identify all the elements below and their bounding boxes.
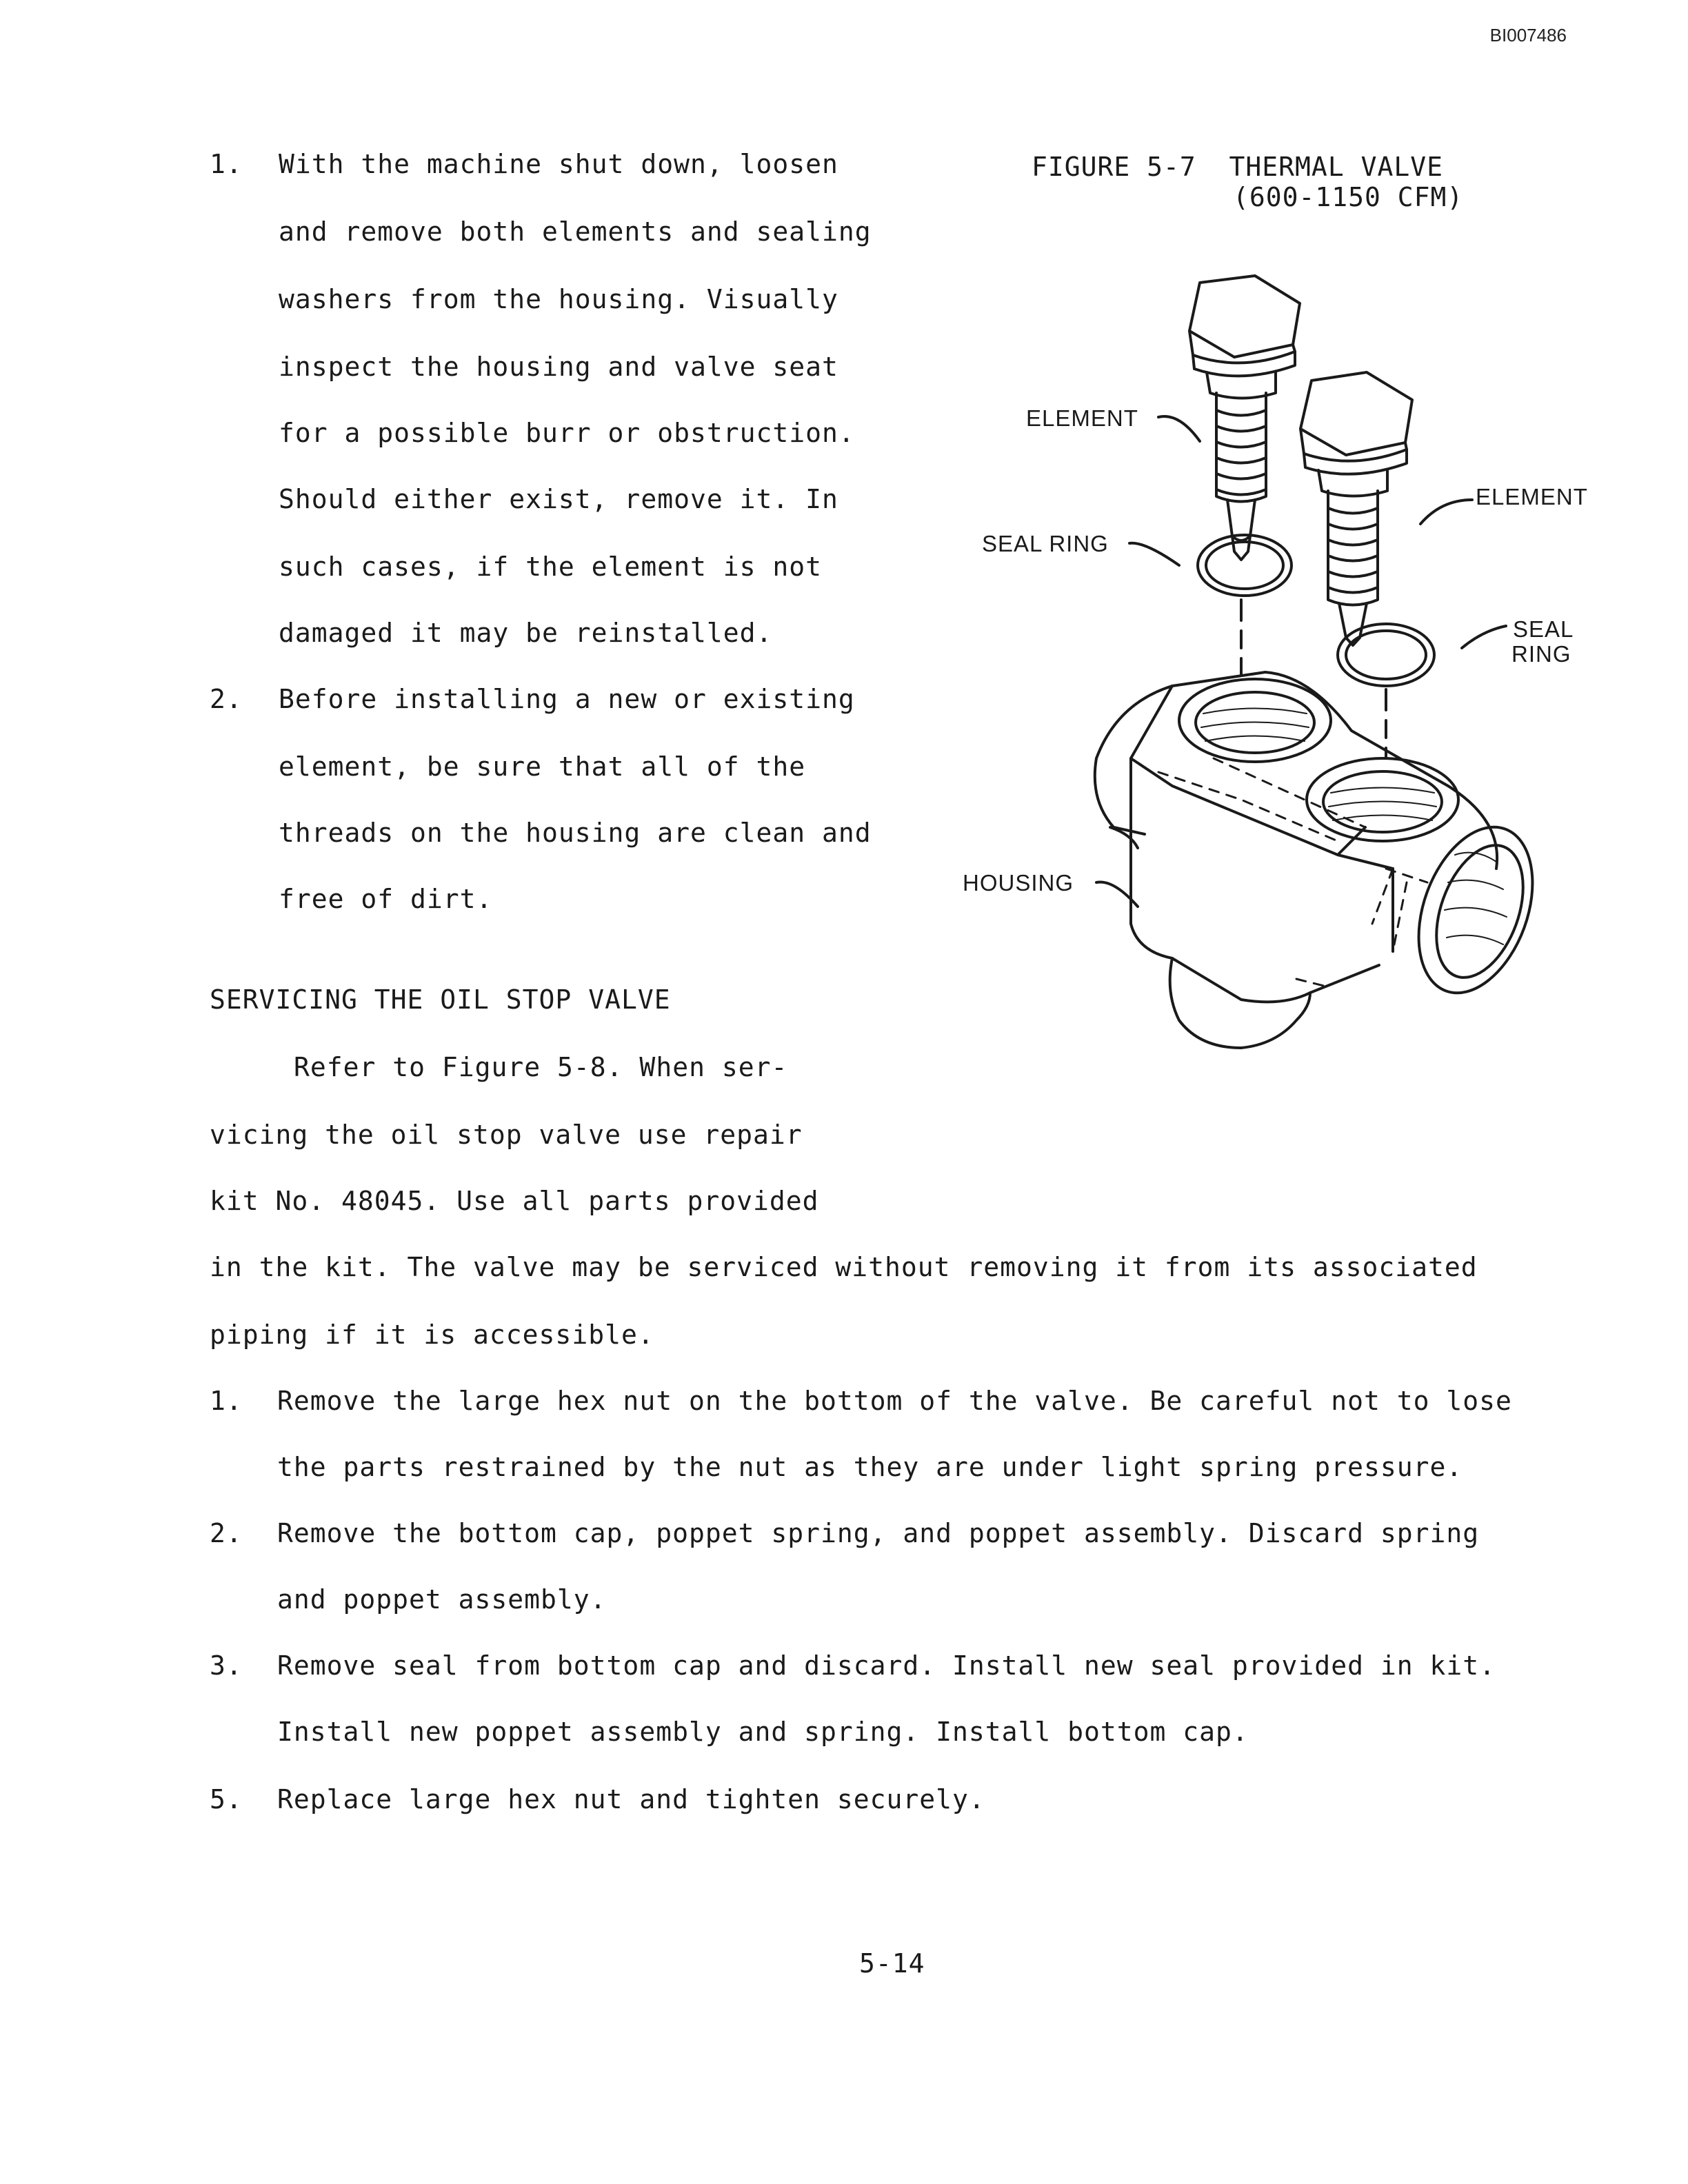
leader-seal-right: [1462, 626, 1506, 648]
step-line: Before installing a new or existing: [279, 684, 855, 714]
step-line: Remove the large hex nut on the bottom of the valve. Be careful not to lose: [277, 1386, 1512, 1416]
step-line: such cases, if the element is not: [279, 552, 822, 582]
step-line: Should either exist, remove it. In: [279, 484, 838, 514]
leader-seal-ring-left: [1129, 543, 1179, 565]
page-number: 5-14: [859, 1948, 925, 1979]
paragraph-line: in the kit. The valve may be serviced without removing it from its associated: [210, 1252, 1478, 1282]
right-element: [1300, 372, 1412, 645]
label-seal-right: SEAL: [1513, 616, 1574, 642]
step-line: inspect the housing and valve seat: [279, 352, 838, 382]
label-ring-right: RING: [1511, 641, 1571, 667]
section-heading: SERVICING THE OIL STOP VALVE: [210, 984, 671, 1015]
housing-right-port: [1307, 758, 1458, 841]
step-line: Install new poppet assembly and spring. Install bottom cap.: [277, 1717, 1249, 1747]
step-line: damaged it may be reinstalled.: [279, 618, 773, 648]
housing-side-port: [1398, 811, 1554, 1009]
label-housing: HOUSING: [963, 870, 1074, 896]
step-line: washers from the housing. Visually: [279, 284, 838, 314]
step-number: 5.: [210, 1784, 243, 1814]
step-line: Replace large hex nut and tighten securely.: [277, 1784, 985, 1814]
paragraph-line: Refer to Figure 5-8. When ser-: [294, 1052, 788, 1082]
step-number: 3.: [210, 1650, 243, 1681]
paragraph-line: vicing the oil stop valve use repair: [210, 1120, 803, 1150]
step-line: and remove both elements and sealing: [279, 216, 872, 247]
right-seal-ring: [1338, 624, 1434, 686]
label-element-left: ELEMENT: [1026, 405, 1138, 431]
step-line: Remove the bottom cap, poppet spring, and poppet assembly. Discard spring: [277, 1518, 1480, 1548]
step-line: Remove seal from bottom cap and discard. Install new seal provided in kit.: [277, 1650, 1496, 1681]
step-line: free of dirt.: [279, 884, 493, 914]
figure-number: FIGURE 5-7: [1032, 152, 1196, 182]
figure-title: THERMAL VALVE: [1229, 152, 1443, 182]
left-element: [1189, 276, 1300, 560]
thermal-valve-diagram: [952, 262, 1614, 1124]
label-seal-ring-left: SEAL RING: [982, 531, 1109, 556]
figure-caption: [1032, 152, 1463, 212]
figure-subtitle: (600-1150 CFM): [1233, 182, 1464, 212]
label-element-right: ELEMENT: [1476, 484, 1588, 509]
housing-hidden-lines: [1158, 758, 1427, 986]
housing-left-port: [1179, 679, 1331, 762]
step-line: With the machine shut down, loosen: [279, 149, 838, 179]
housing-body: [1095, 672, 1497, 1048]
step-line: and poppet assembly.: [277, 1584, 607, 1615]
step-line: for a possible burr or obstruction.: [279, 418, 855, 448]
paragraph-line: piping if it is accessible.: [210, 1320, 654, 1350]
step-line: threads on the housing are clean and: [279, 818, 872, 848]
step-number: 1.: [210, 149, 243, 179]
step-number: 1.: [210, 1386, 243, 1416]
document-id: BI007486: [1489, 25, 1567, 46]
step-line: the parts restrained by the nut as they are under light spring pressure.: [277, 1452, 1463, 1482]
paragraph-line: kit No. 48045. Use all parts provided: [210, 1186, 819, 1216]
left-seal-ring: [1198, 535, 1292, 596]
step-number: 2.: [210, 684, 243, 714]
leader-element-right: [1420, 500, 1472, 524]
leader-element-left: [1158, 416, 1200, 441]
step-line: element, be sure that all of the: [279, 751, 806, 782]
step-number: 2.: [210, 1518, 243, 1548]
